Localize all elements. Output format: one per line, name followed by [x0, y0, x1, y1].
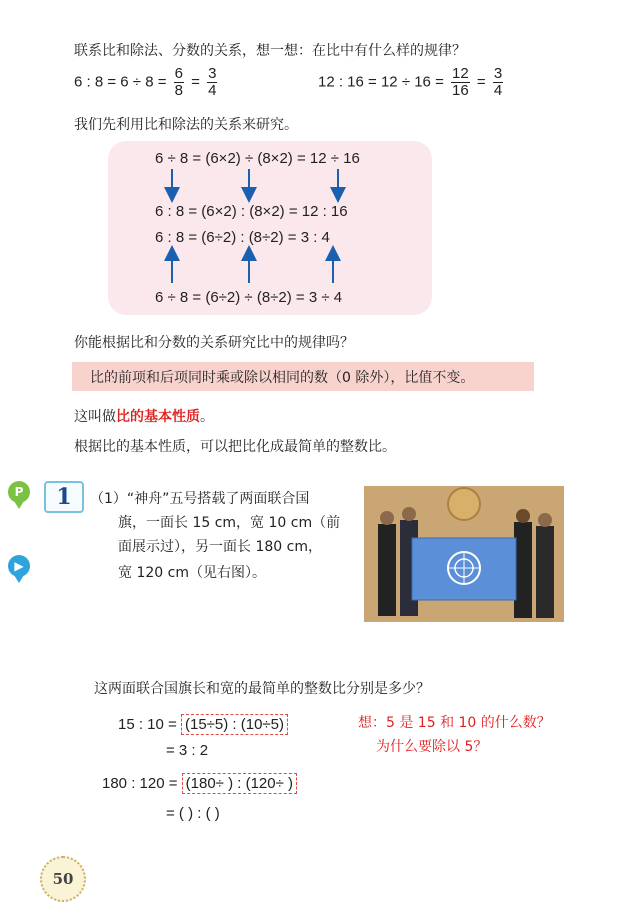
intro-question: 联系比和除法、分数的关系，想一想：在比中有什么样的规律？ — [74, 43, 466, 59]
question-2: 这两面联合国旗长和宽的最简单的整数比分别是多少？ — [94, 681, 430, 697]
property-statement: 这叫做比的基本性质。 — [74, 409, 214, 425]
equation-6-8: 6 : 8 = 6 ÷ 8 = $\frac{6}{8}$ = $\frac{3}{4}$ — [74, 65, 217, 99]
rule-text: 比的前项和后项同时乘或除以相同的数（0 除外），比值不变。 — [90, 370, 475, 386]
example-line-3: 面展示过），另一面长 180 cm， — [118, 539, 322, 555]
fraction: $\frac{6}{8}$ — [174, 65, 183, 99]
example-line-2: 旗，一面长 15 cm，宽 10 cm（前 — [118, 515, 341, 531]
photo-illustration — [364, 486, 564, 622]
property-name: 比的基本性质 — [116, 409, 200, 425]
example-line-4: 宽 120 cm（见右图）。 — [118, 565, 266, 581]
study-division-text: 我们先利用比和除法的关系来研究。 — [74, 117, 298, 133]
example-number: 1 — [44, 481, 84, 513]
fraction: $\frac{12}{16}$ — [452, 65, 469, 99]
equation-12-16: 12 : 16 = 12 ÷ 16 = $\frac{12}{16}$ = $\frac{3}{4}$ — [318, 65, 503, 99]
fraction: $\frac{3}{4}$ — [493, 65, 503, 99]
calc-b-box: (180÷ ) : (120÷ ) — [182, 773, 297, 794]
calc-a-box: (15÷5) : (10÷5) — [181, 714, 288, 735]
p-icon[interactable]: P — [8, 481, 30, 503]
equation-lhs: 6 : 8 = 6 ÷ 8 = — [74, 73, 167, 91]
calc-a: 15 : 10 = (15÷5) : (10÷5) — [118, 716, 288, 733]
video-icon[interactable]: ▶ — [8, 555, 30, 577]
p-icon-pointer — [14, 501, 24, 509]
think-line-1: 想：5 是 15 和 10 的什么数？ — [358, 715, 551, 731]
think-line-2: 为什么要除以 5？ — [376, 739, 488, 755]
equation-lhs: 12 : 16 = 12 ÷ 16 = — [318, 73, 444, 91]
panel-line-4: 6 ÷ 8 = (6÷2) ÷ (8÷2) = 3 ÷ 4 — [155, 289, 343, 306]
panel-line-2: 6 : 8 = (6×2) : (8×2) = 12 : 16 — [155, 203, 348, 220]
fraction-question: 你能根据比和分数的关系研究比中的规律吗？ — [74, 335, 354, 351]
calc-b-result: = ( ) : ( ) — [166, 805, 220, 822]
example-line-1: （1）“神舟”五号搭载了两面联合国 — [90, 491, 310, 507]
arrow-group — [108, 141, 432, 315]
calc-a-result: = 3 : 2 — [166, 742, 209, 759]
calc-b: 180 : 120 = (180÷ ) : (120÷ ) — [102, 775, 297, 792]
simplify-text: 根据比的基本性质，可以把比化成最简单的整数比。 — [74, 439, 396, 455]
page-number: 50 — [40, 856, 86, 902]
panel-line-1: 6 ÷ 8 = (6×2) ÷ (8×2) = 12 ÷ 16 — [155, 150, 360, 167]
panel-line-3: 6 : 8 = (6÷2) : (8÷2) = 3 : 4 — [155, 229, 330, 246]
video-icon-pointer — [14, 575, 24, 583]
fraction: $\frac{3}{4}$ — [208, 65, 217, 99]
un-flag-photo — [364, 486, 564, 622]
